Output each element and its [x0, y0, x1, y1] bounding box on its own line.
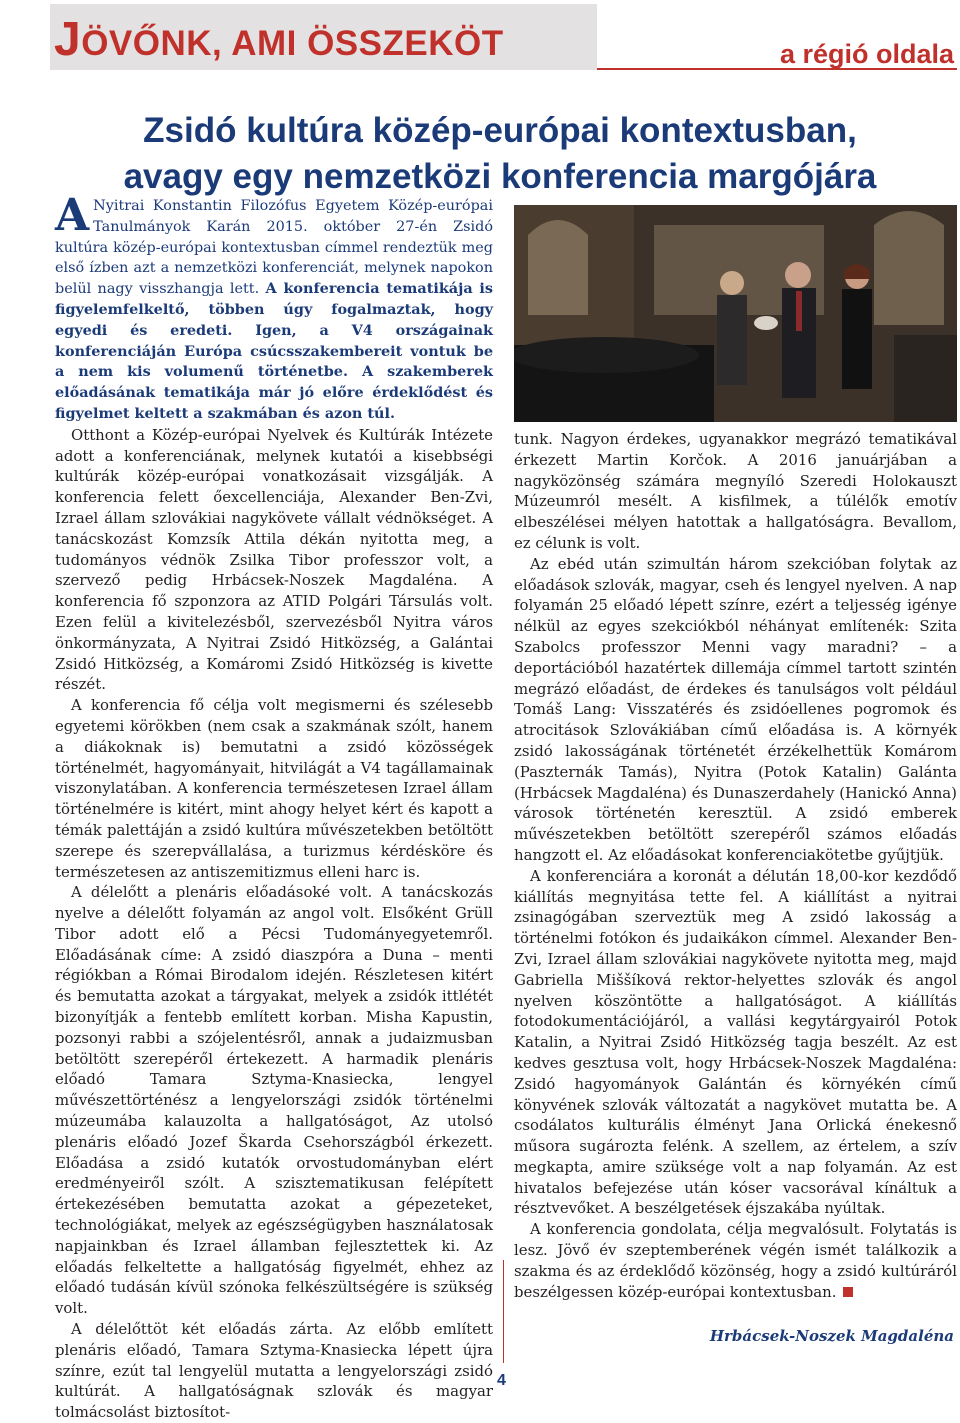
body-paragraph: A délelőttöt két előadás zárta. Az előbb említett plenáris előadó, Tamara Sztyma-Knasiecka lépett újra színre, ezút tal lengyelül mutatta a lengyelországi zsidó kultúrát. A hallgatóságnak szlovák és magyar tolmácsolást biztosítot-: [55, 1320, 493, 1422]
article-title-line2: avagy egy nemzetközi konferencia margójára: [123, 157, 877, 196]
body-paragraph: A konferenciára a koronát a délután 18,00-kor kezdődő kiállítás megnyitása tette fel. A kiállítást a nyitrai zsinagógában szerveztük meg A zsidó lakosság a történelmi fotókon és judaikákon címmel. Alexander Ben-Zvi, Izrael állam szlovákiai nagykövete nyitotta meg, majd Gabriella Miššíková rektor-helyettes szlovák és angol nyelven köszöntötte a hallgatóságot. A kiállítás fotodokumentációjáról, a vallási kegytárgyairól Potok Katalin, a Nyitrai Zsidó Hitközség tagja beszélt. Az est kedves gesztusa volt, hogy Hrbácsek-Noszek Magdaléna: Zsidó hagyományok Galántán és környékén című könyvének szlovák változatát a nagykövet mutatta be. A csodálatos kulturális élményt Jana Orlická énekesnő műsora sugározta felénk. A szellem, az értelem, a szív megkapta, amire szüksége volt a nap folyamán. Az est hivatalos befejezése után kóser vacsorával kínáltuk a résztvevőket. A beszélgetések éjszakába nyúltak.: [514, 866, 957, 1218]
lead-bold: A konferencia tematikája is figyelemfelkeltő, többen úgy fogalmaztak, hogy egyedi és eredeti. Igen, a V4 országainak konferenciáján Európa csúcsszakembereit vontuk be a nem kis volumenű történetbe. A szakemberek előadásának tematikája már jó előre érdeklődést és figyelmet keltett a szakmában és azon túl.: [55, 280, 494, 422]
body-paragraph: Otthont a Közép-európai Nyelvek és Kultúrák Intézete adott a konferenciának, melynek kutatói a kisebbségi kultúrák közép-európai vonatkozásait vizsgálják. A konferencia felett őexcellenciája, Alexander Ben-Zvi, Izrael állam szlovákiai nagykövete vállalt védnökséget. A tanácskozást Komzsík Attila dékán nyitotta meg, a tudományos védnök Zsilka Tibor professzor volt, a szervező pedig Hrbácsek-Noszek Magdaléna. A konferencia fő szponzora az ATID Polgári Társulás volt. Ezen felül a kivitelezésből, szervezésből Nyitra város önkormányzata, A Nyitrai Zsidó Hitközség, a Galántai Zsidó Hitközség, a Komáromi Zsidó Hitközség is kivette részét.: [55, 425, 493, 694]
end-of-article-mark: [843, 1287, 853, 1297]
author-byline: Hrbácsek-Noszek Magdaléna: [709, 1327, 954, 1345]
closing-text: A konferencia gondolata, célja megvalósult. Folytatás is lesz. Jövő év szeptemberének végén ismét találkozik a szakma és az érdeklődő közönség, hogy a zsidó kultúráról beszélgessen közép-európai kontextusban.: [514, 1220, 957, 1301]
page-number-rule: [503, 1260, 504, 1363]
right-column: [514, 429, 957, 1302]
conference-photo: [514, 205, 957, 422]
closing-paragraph: [514, 1219, 957, 1302]
section-tag: a régió oldala: [779, 39, 954, 69]
body-paragraph: A délelőtt a plenáris előadásoké volt. A tanácskozás nyelve a délelőtt folyamán az angol volt. Elsőként Grüll Tibor adott elő a Pécsi Tudományegyetemről. Előadásának címe: A zsidó diaszpóra a Duna – menti régiókban a Római Birodalom idején. Részletesen kitért és bemutatta azokat a tárgyakat, melyek a zsidók ittlétét bizonyítják a fentebb említett korban. Misha Kapustin, pozsonyi rabbi a szójelentésről, annak a judaizmusban betöltött szerepéről értekezett. A harmadik plenáris előadó Tamara Sztyma-Knasiecka, lengyel művészettörténész a lengyelországi zsidók történelmi múzeumába kalauzolta a hallgatóságot, Az utolsó plenáris előadó Jozef Škarda Csehországból érkezett. Előadása a zsidó kutatók orvostudományban elért eredményeiről szólt. A szisztematikusan felépített értekezésében bemutatta azokat a gépezeteket, technológiákat, melyek az egészségügyben használatosak napjainkban és Izrael államban fejlesztettek ki. Az előadás felkeltette a hallgatóság figyelmét, ehhez az előadó tudásán kívül szónoka felkészültségére is szükség volt.: [55, 883, 493, 1318]
article-title: [60, 108, 940, 200]
page-number: 4: [497, 1372, 506, 1389]
left-column: [55, 190, 494, 1423]
body-paragraph: tunk. Nagyon érdekes, ugyanakkor megrázó tematikával érkezett Martin Korčok. A 2016 januárjában a nagyközönség számára megnyíló Szeredi Holokauszt Múzeumról mesélt. A kisfilmek, a túlélők emotív elbeszélései mélyen hatottak a hallgatóságra. Bevallom, ez célunk is volt.: [514, 430, 957, 552]
body-paragraph: A konferencia fő célja volt megismerni és szélesebb egyetemi körökben (nem csak a szakmának szólt, hanem a diákoknak is) bemutatni a zsidó közösségek történelmét, hagyományait, hitvilágát a V4 tagállamainak viszonylatában. A konferencia természetesen Izrael állam történelmére is kitért, mint ahogy helyet kért és kapott a témák palettáján a zsidó kultúra művészetekben betöltött szerepe és szerepvállalása, a turizmus kérdésköre és természetesen az antiszemitizmus elleni harc is.: [55, 696, 493, 881]
body-paragraph: Az ebéd után szimultán három szekcióban folytak az előadások szlovák, magyar, cseh és lengyel nyelven. A nap folyamán 25 előadó lépett színre, ezért a teljesség igénye nélkül az egyes szekciókból néhányat említenék: Szita Szabolcs professzor Menni vagy maradni? – a deportációból hazatértek dillemája címmel tartott szintén megrázó előadást, de érdekes és tanulságos volt például Tomáš Lang: Visszatérés és zsidóellenes pogromok és atrocitások Szlovákiában című előadása is. A környék zsidó lakosságának történetét érzékelhettük Komárom (Paszternák Tamás), Nyitra (Potok Katalin) Galánta (Hrbácsek Magdaléna) és Dunaszerdahely (Hanickó Anna) városok történetén keresztül. A zsidó emberek művészetekben betöltött szerepéről számos előadás hangzott el. Az előadásokat konferenciakötetbe gyűjtjük.: [514, 554, 957, 864]
drop-cap: A: [55, 190, 90, 241]
conference-photo-illustration: [514, 205, 957, 422]
lead-paragraph: [55, 190, 494, 425]
lead-plain: Nyitrai Konstantin Filozófus Egyetem Közép-európai Tanulmányok Karán 2015. október 27-én Zsidó kultúra közép-európai kontextusban címmel rendeztük meg első ízben azt a nemzetközi konferenciát, melynek napokon belül nagy visszhangja lett.: [55, 198, 493, 298]
brand-initial: J: [54, 13, 82, 66]
brand-rest: ÖVŐNK, AMI ÖSSZEKÖT: [81, 24, 504, 63]
magazine-title: [54, 12, 504, 67]
article-title-line1: Zsidó kultúra közép-európai kontextusban,: [143, 111, 857, 150]
